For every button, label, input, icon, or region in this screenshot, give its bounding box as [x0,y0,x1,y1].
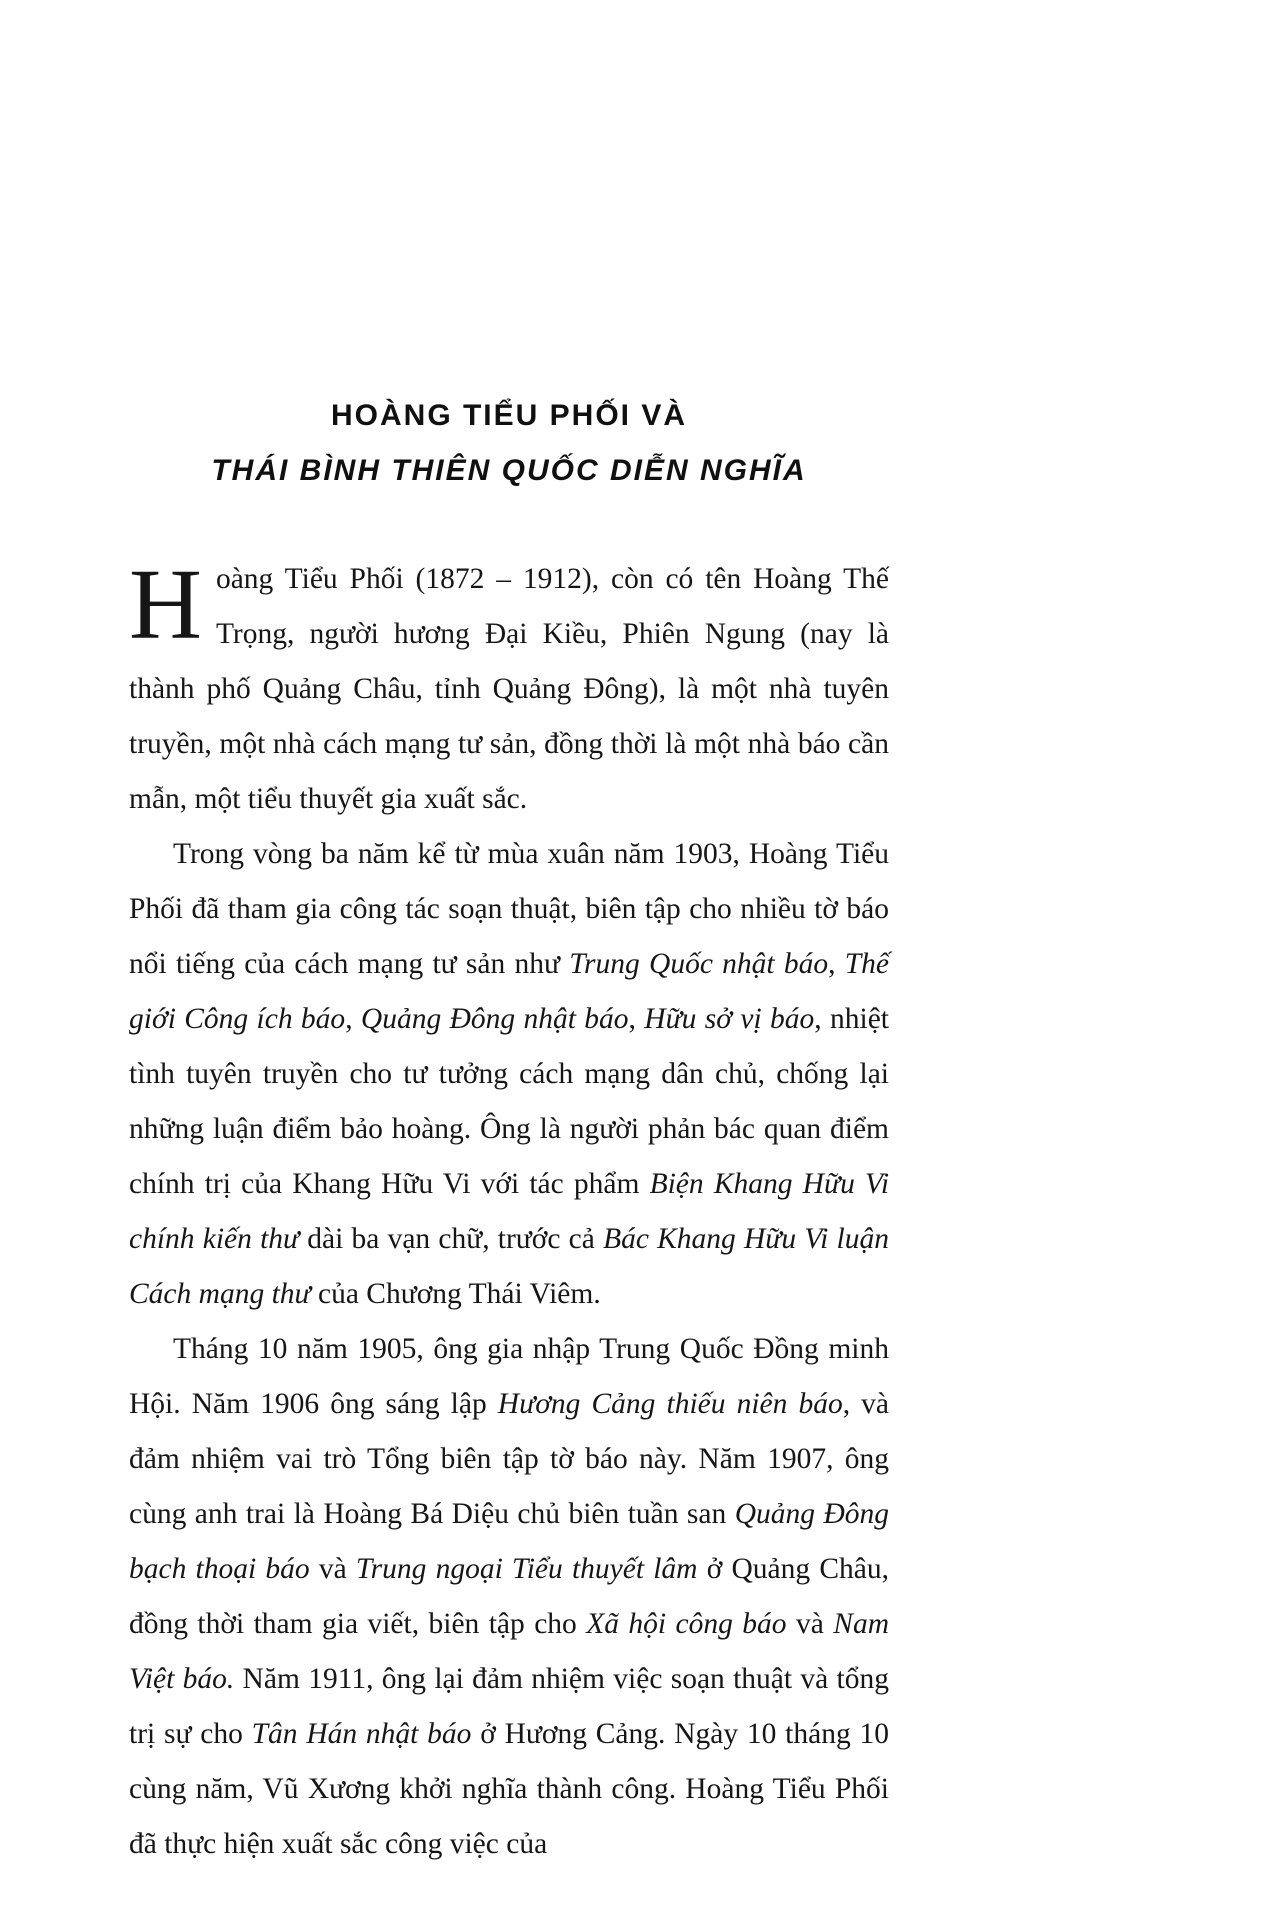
paragraph-2 [129,827,889,1322]
chapter-title-line-1: HOÀNG TIỂU PHỐI VÀ [330,399,688,432]
text-run: và [786,1608,834,1640]
publication-name: Nam Việt báo. [129,1608,889,1695]
publication-name: Biện Khang Hữu Vi chính kiến thư [129,1168,890,1255]
text-run: , và đảm nhiệm vai trò Tổng biên tập tờ báo này. Năm 1907, ông cùng anh trai là Hoàng Bá Diệu chủ biên tuần san [129,1388,889,1530]
publication-name: Quảng Đông nhật báo [360,1003,629,1035]
text-run: Năm 1911, ông lại đảm nhiệm việc soạn thuật và tổng trị sự cho [129,1663,889,1750]
text-run: dài ba vạn chữ, trước cả [299,1223,604,1255]
article-body [129,548,890,1872]
text-run: oàng Tiểu Phối (1872 – 1912), còn có tên Hoàng Thế Trọng, người hương Đại Kiều, Phiên Ngung (nay là thành phố Quảng Châu, tỉnh Quảng Đông), là một nhà tuyên truyền, một nhà cách mạng tư sản, đồng thời là một nhà báo cần mẫn, một tiểu thuyết gia xuất sắc. [129,563,889,815]
page-content [129,388,889,1872]
publication-name: Hương Cảng thiếu niên báo [497,1388,843,1420]
publication-name: Quảng Đông bạch thoại báo [129,1498,890,1585]
chapter-title [129,388,889,498]
text-run: , nhiệt tình tuyên truyền cho tư tưởng cách mạng dân chủ, chống lại những luận điểm bảo hoàng. Ông là người phản bác quan điểm chính trị của Khang Hữu Vi với tác phẩm [129,1003,889,1200]
text-run: ở Hương Cảng. Ngày 10 tháng 10 cùng năm, Vũ Xương khởi nghĩa thành công. Hoàng Tiểu Phối đã thực hiện xuất sắc công việc của [129,1718,889,1860]
text-run: và [309,1553,356,1585]
chapter-title-line-2: THÁI BÌNH THIÊN QUỐC DIỄN NGHĨA [211,454,807,487]
publication-name: Xã hội công báo [586,1608,787,1640]
publication-name: Thế giới Công ích báo [129,948,890,1035]
text-run: của Chương Thái Viêm. [310,1278,601,1310]
drop-cap: H [129,548,202,660]
text-run: , [345,1003,361,1035]
text-run: , [628,1003,645,1035]
text-run: ở Quảng Châu, đồng thời tham gia viết, biên tập cho [129,1553,889,1640]
publication-name: Tân Hán nhật báo [251,1718,472,1750]
text-run: Trong vòng ba năm kể từ mùa xuân năm 1903, Hoàng Tiểu Phối đã tham gia công tác soạn thuật, biên tập cho nhiều tờ báo nổi tiếng của cách mạng tư sản như [129,838,889,980]
paragraph-1 [129,548,889,827]
publication-name: Hữu sở vị báo [644,1003,815,1035]
publication-name: Trung ngoại Tiểu thuyết lâm [355,1553,698,1585]
publication-name: Trung Quốc nhật báo [569,948,829,980]
text-run: Tháng 10 năm 1905, ông gia nhập Trung Quốc Đồng minh Hội. Năm 1906 ông sáng lập [129,1333,889,1420]
paragraph-3 [129,1322,889,1872]
text-run: , [828,948,845,980]
publication-name: Bác Khang Hữu Vi luận Cách mạng thư [129,1223,890,1310]
